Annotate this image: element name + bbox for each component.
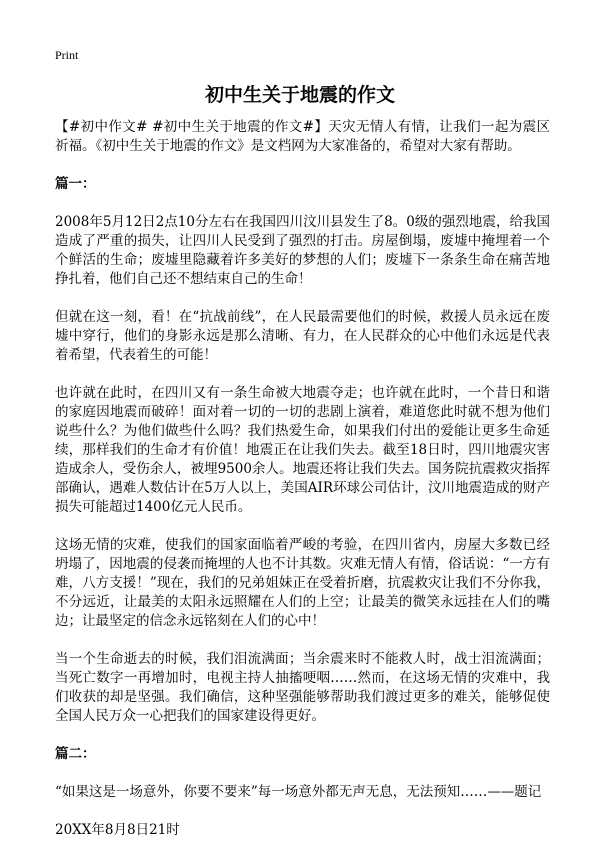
paragraph: 这场无情的灾难，使我们的国家面临着严峻的考验，在四川省内，房屋大多数已经坍塌了，因地震的侵袭而掩埋的人也不计其数。灾难无情人有情，俗话说：“一方有难，八方支援！”现在，我们的兄弟姐妹正在受着折磨，抗震救灾让我们不分你我，不分远近，让最美的太阳永远照耀在人们的上空；让最美的微笑永远挂在人们的嘴边；让最坚定的信念永远铭刻在人们的心中！ xyxy=(55,537,550,629)
intro-paragraph: 【#初中作文# #初中生关于地震的作文#】天灾无情人有情，让我们一起为震区祈福。《初中生关于地震的作文》是文档网为大家准备的，希望对大家有帮助。 xyxy=(55,119,550,154)
section-heading-2: 篇二： xyxy=(55,746,96,762)
paragraph: 也许就在此时，在四川又有一条生命被大地震夺走；也许就在此时，一个昔日和谐的家庭因地震而破碎！面对着一切的一切的悲剧上演着，难道您此时就不想为他们说些什么？为他们做些什么吗？我们热爱生命，如果我们付出的爱能让更多生命延续，那样我们的生命才有价值！地震正在让我们失去。截至18日时，四川地震灾害造成余人，受伤余人，被埋9500余人。地震还将让我们失去。国务院抗震救灾指挥部确认，遇难人数估计在5万人以上，美国AIR环球公司估计，汶川地震造成的财产损失可能超过1400亿元人民币。 xyxy=(55,385,550,515)
page-title: 初中生关于地震的作文 xyxy=(204,84,395,106)
paragraph: 当一个生命逝去的时候，我们泪流满面；当余震来时不能救人时，战士泪流满面；当死亡数字一再增加时，电视主持人抽搐哽咽……然而，在这场无情的灾难中，我们收获的却是坚强。我们确信，这种坚强能够帮助我们渡过更多的难关，能够促使全国人民万众一心把我们的国家建设得更好。 xyxy=(55,651,550,724)
section-heading-1: 篇一： xyxy=(55,176,96,192)
date-line: 20XX年8月8日21时 xyxy=(55,822,180,838)
article-body xyxy=(55,118,550,859)
paragraph: “如果这是一场意外，你要不要来”每一场意外都无声无息，无法预知……——题记 xyxy=(55,784,542,800)
paragraph: 但就在这一刻，看！在“抗战前线”，在人民最需要他们的时候，救援人员永远在废墟中穿行，他们的身影永远是那么清晰、有力，在人民群众的心中他们永远是代表着希望，代表着生的可能！ xyxy=(55,309,550,363)
paragraph: 2008年5月12日2点10分左右在我国四川汶川县发生了8。0级的强烈地震，给我国造成了严重的损失，让四川人民受到了强烈的打击。房屋倒塌，废墟中掩埋着一个个鲜活的生命；废墟里隐藏着许多美好的梦想的人们；废墟下一条条生命在痛苦地挣扎着，他们自己还不想结束自己的生命！ xyxy=(55,214,550,287)
print-link[interactable]: Print xyxy=(55,48,79,62)
